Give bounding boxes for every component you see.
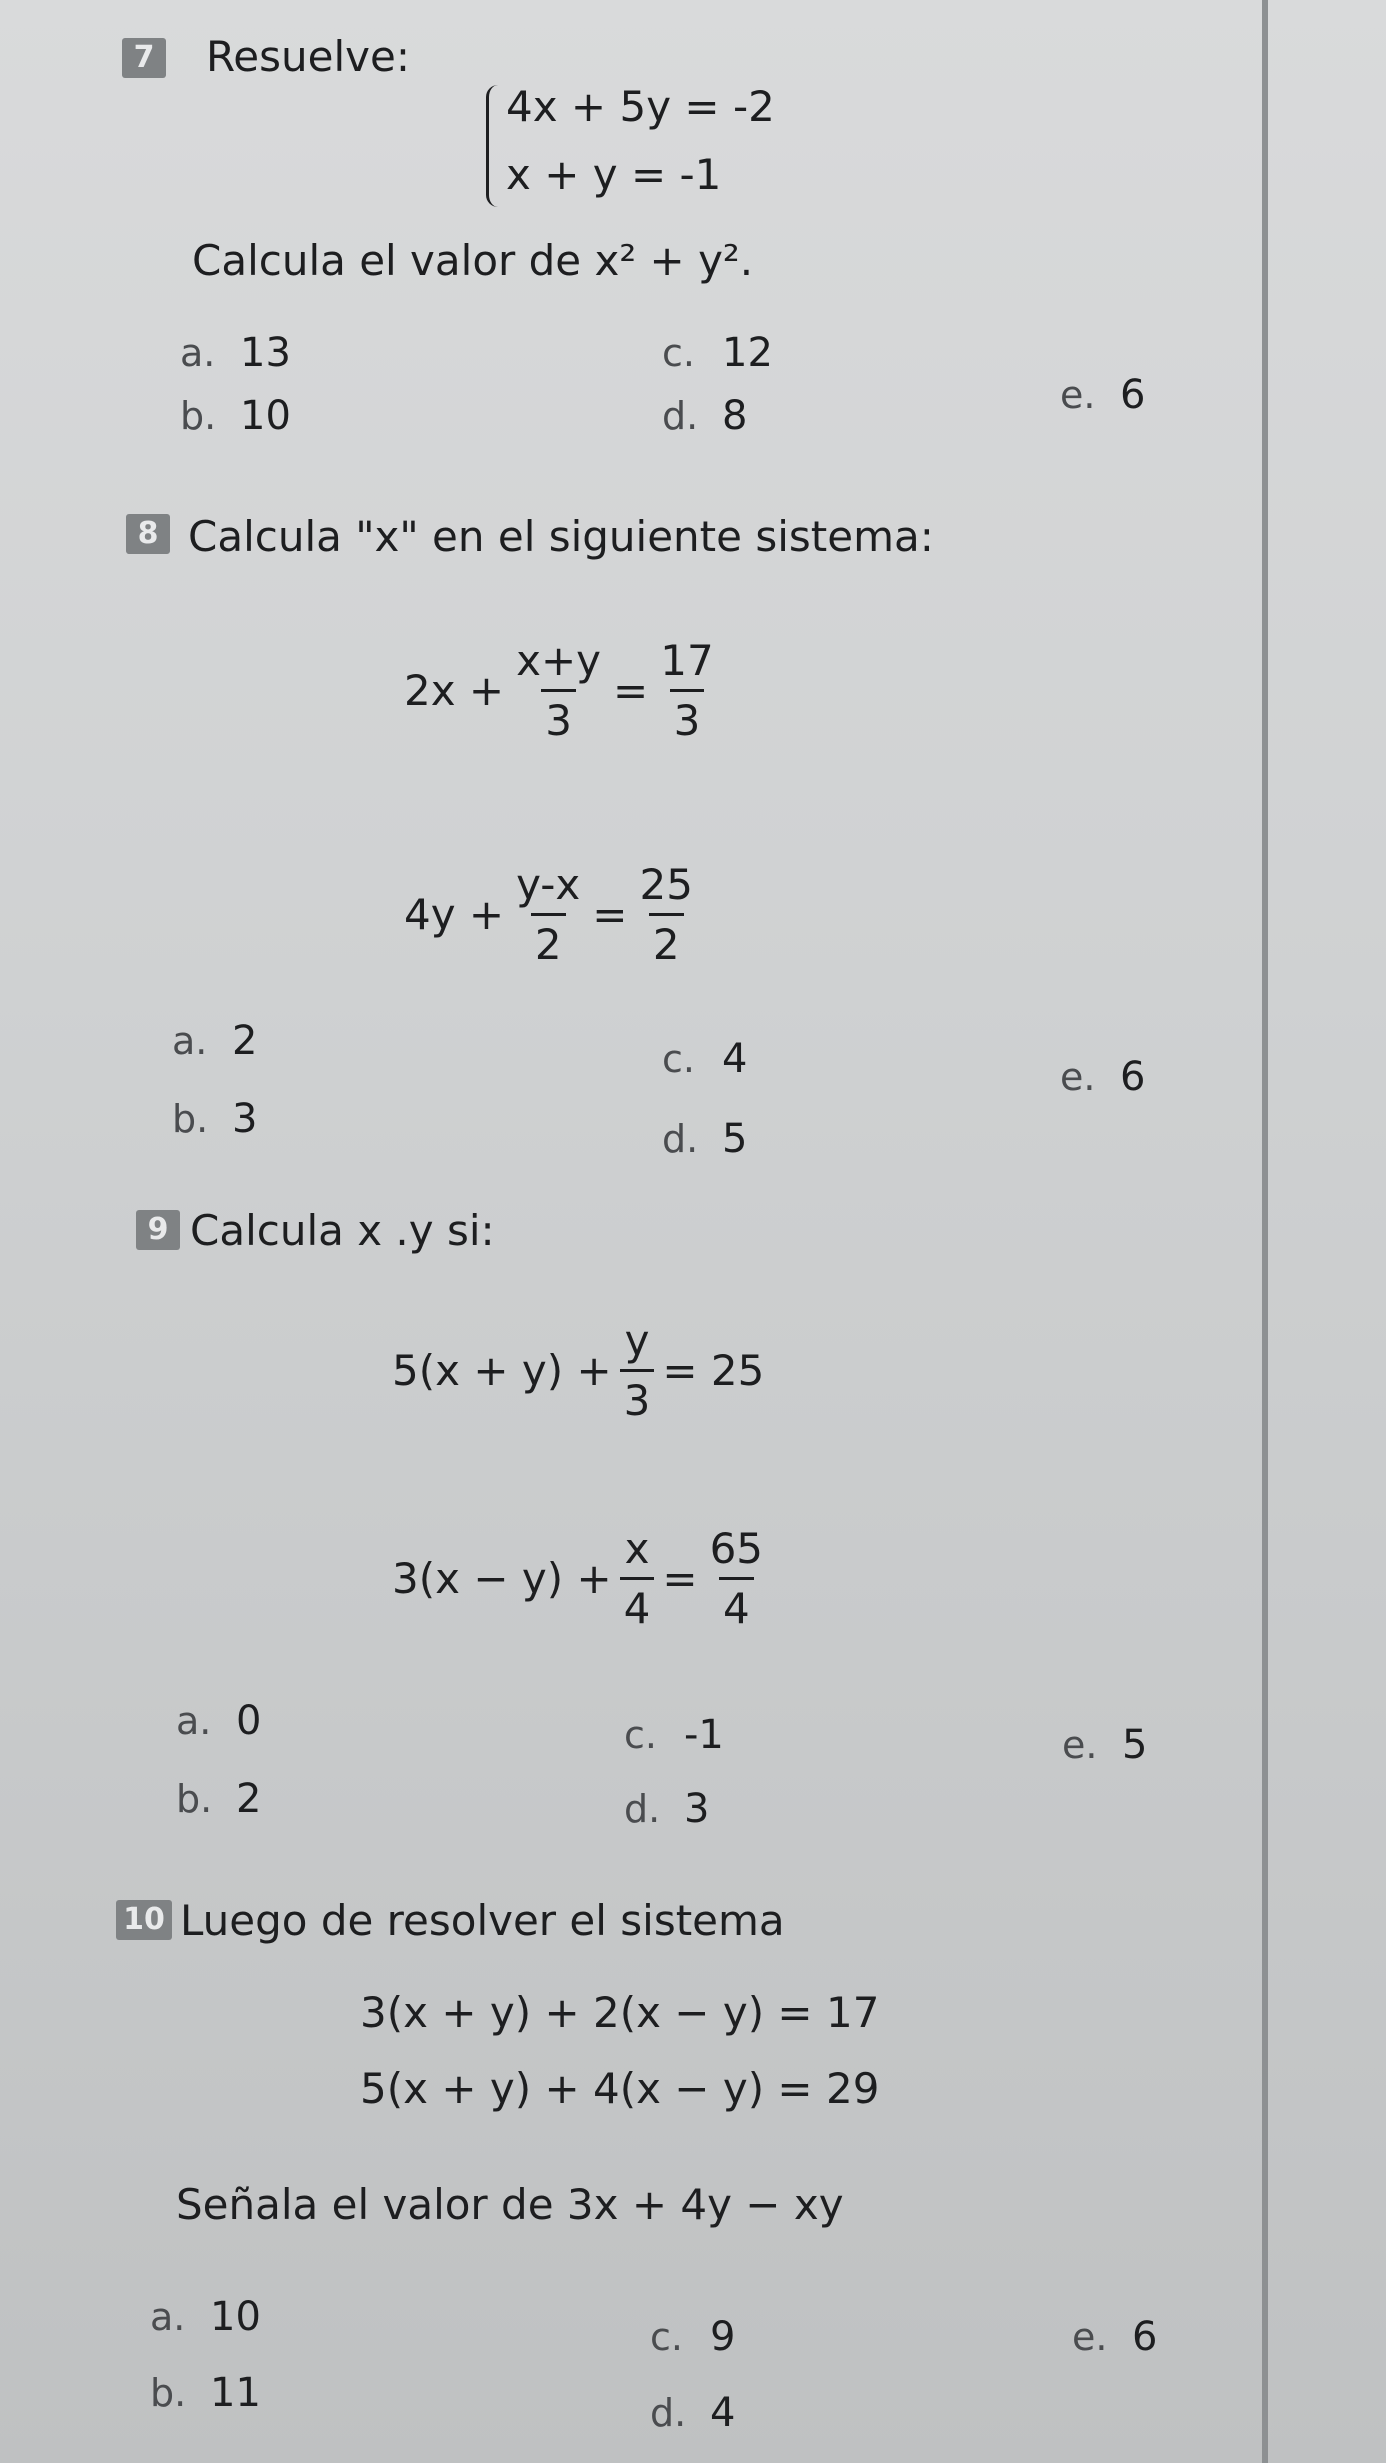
page-margin-line [1262,0,1268,2463]
numerator: x+y [516,636,602,685]
option-value: 4 [710,2390,736,2436]
question-10-option-b[interactable] [150,2370,261,2416]
option-value: 5 [1122,1722,1148,1768]
system-brace [486,85,501,207]
fraction [620,1524,655,1633]
option-letter: b. [176,1777,213,1821]
equals-sign: = [592,890,628,939]
question-8-option-b[interactable] [172,1096,257,1142]
equation-rhs: = 25 [662,1346,765,1395]
question-10-option-d[interactable] [650,2390,735,2436]
option-value: 3 [684,1786,710,1832]
question-8-equation-1 [404,636,726,745]
option-letter: c. [624,1713,657,1757]
option-letter: e. [1062,1723,1098,1767]
option-letter: e. [1060,1055,1096,1099]
option-value: 2 [232,1018,258,1064]
numerator: y [624,1316,650,1365]
numerator: 25 [639,860,693,909]
numerator: x [624,1524,650,1573]
option-letter: d. [624,1787,661,1831]
question-8-option-a[interactable] [172,1018,257,1064]
option-value: 9 [710,2314,736,2360]
option-letter: d. [662,394,699,438]
option-letter: a. [172,1019,208,1063]
option-letter: c. [650,2315,683,2359]
option-value: 12 [722,330,773,376]
question-9-equation-2 [392,1524,775,1633]
equals-sign: = [662,1554,698,1603]
denominator: 4 [620,1577,655,1633]
question-10-prompt: Señala el valor de 3x + 4y − xy [176,2180,844,2229]
question-9-option-e[interactable] [1062,1722,1147,1768]
fraction [656,636,717,745]
question-10-equation-1: 3(x + y) + 2(x − y) = 17 [360,1988,880,2037]
question-8-option-e[interactable] [1060,1054,1145,1100]
option-letter: a. [180,331,216,375]
option-value: 6 [1120,372,1146,418]
question-7-equation-1: 4x + 5y = -2 [506,82,775,131]
denominator: 2 [649,913,684,969]
question-10-option-e[interactable] [1072,2314,1157,2360]
question-10-equation-2: 5(x + y) + 4(x − y) = 29 [360,2064,880,2113]
question-8-number: 8 [126,514,170,554]
numerator: 17 [660,636,714,685]
option-value: 6 [1120,1054,1146,1100]
fraction [512,636,605,745]
option-letter: b. [172,1097,209,1141]
denominator: 3 [541,689,576,745]
option-letter: c. [662,331,695,375]
denominator: 2 [531,913,566,969]
fraction [512,860,584,969]
question-9-equation-1 [392,1316,764,1425]
question-7-equation-2: x + y = -1 [506,150,722,199]
option-value: 5 [722,1116,748,1162]
question-10-number: 10 [116,1900,172,1940]
option-letter: e. [1060,373,1096,417]
option-value: 2 [236,1776,262,1822]
question-8-title: Calcula "x" en el siguiente sistema: [188,512,934,561]
denominator: 4 [719,1577,754,1633]
question-10-title: Luego de resolver el sistema [180,1896,785,1945]
question-8-option-c[interactable] [662,1036,747,1082]
question-9-option-d[interactable] [624,1786,709,1832]
option-letter: c. [662,1037,695,1081]
question-7-prompt: Calcula el valor de x² + y². [192,236,754,285]
question-9-option-a[interactable] [176,1698,261,1744]
question-9-option-c[interactable] [624,1712,724,1758]
equation-lhs: 5(x + y) + [392,1346,612,1395]
question-10-option-c[interactable] [650,2314,735,2360]
equals-sign: = [613,666,649,715]
option-value: -1 [684,1712,724,1758]
question-8-option-d[interactable] [662,1116,747,1162]
option-letter: d. [662,1117,699,1161]
question-7-option-a[interactable] [180,330,291,376]
question-9-number: 9 [136,1210,180,1250]
option-value: 13 [240,330,291,376]
question-7-number: 7 [122,38,166,78]
question-9-title: Calcula x .y si: [190,1206,495,1255]
option-letter: b. [150,2371,187,2415]
fraction [706,1524,767,1633]
option-value: 10 [240,393,291,439]
question-10-option-a[interactable] [150,2294,261,2340]
equation-lhs: 3(x − y) + [392,1554,612,1603]
option-value: 0 [236,1698,262,1744]
option-letter: e. [1072,2315,1108,2359]
question-7-title: Resuelve: [206,32,410,81]
option-value: 4 [722,1036,748,1082]
option-letter: a. [176,1699,212,1743]
question-8-equation-2 [404,860,705,969]
option-letter: b. [180,394,217,438]
fraction [635,860,696,969]
denominator: 3 [670,689,705,745]
option-value: 10 [210,2294,261,2340]
question-7-option-c[interactable] [662,330,773,376]
option-value: 8 [722,393,748,439]
numerator: 65 [709,1524,764,1573]
question-7-option-b[interactable] [180,393,291,439]
equation-lhs: 2x + [404,666,505,715]
question-7-option-e[interactable] [1060,372,1145,418]
question-9-option-b[interactable] [176,1776,261,1822]
numerator: y-x [516,860,581,909]
option-letter: d. [650,2391,687,2435]
denominator: 3 [620,1369,655,1425]
option-value: 3 [232,1096,258,1142]
option-letter: a. [150,2295,186,2339]
fraction [620,1316,655,1425]
equation-lhs: 4y + [404,890,505,939]
option-value: 11 [210,2370,261,2416]
question-7-option-d[interactable] [662,393,747,439]
option-value: 6 [1132,2314,1158,2360]
